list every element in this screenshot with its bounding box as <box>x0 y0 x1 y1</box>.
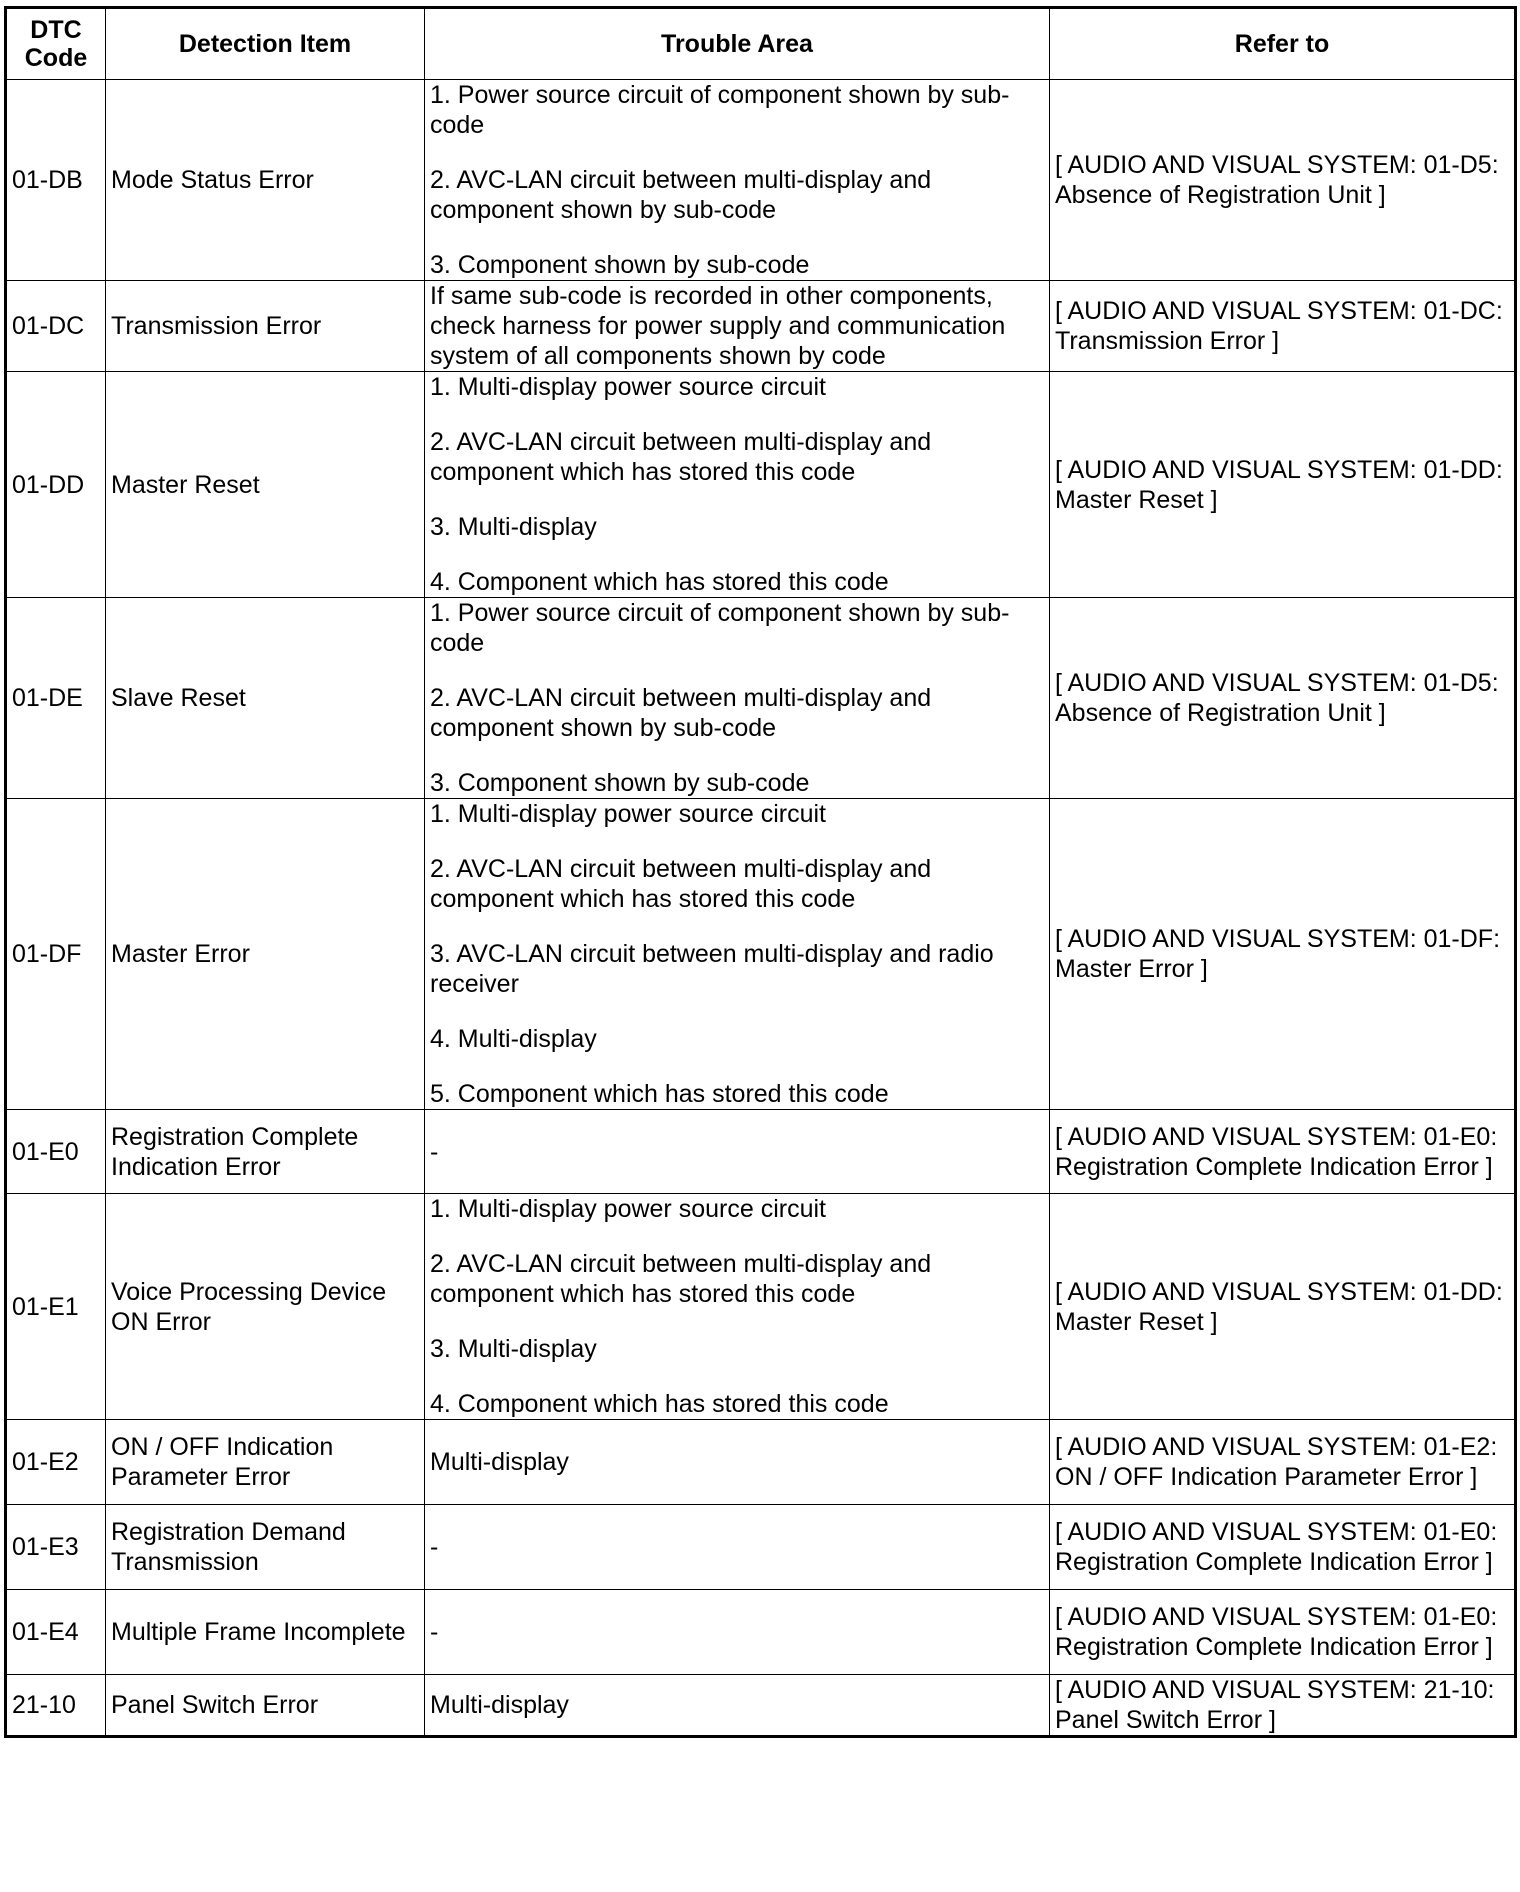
refer-to-cell: [ AUDIO AND VISUAL SYSTEM: 01-E0: Registration Complete Indication Error ] <box>1050 1505 1516 1590</box>
dtc-code-cell: 01-E4 <box>6 1590 106 1675</box>
table-row <box>6 1675 1516 1737</box>
trouble-area-item: 3. AVC-LAN circuit between multi-display and radio receiver <box>430 940 994 998</box>
header-dtc-code <box>6 8 106 80</box>
dtc-code-cell: 01-E1 <box>6 1194 106 1420</box>
detection-item-cell: Panel Switch Error <box>106 1675 425 1737</box>
refer-to-cell: [ AUDIO AND VISUAL SYSTEM: 21-10: Panel Switch Error ] <box>1050 1675 1516 1737</box>
table-body <box>6 80 1516 1737</box>
dtc-table <box>4 6 1517 1738</box>
trouble-area-cell <box>425 1110 1050 1194</box>
trouble-area-item: 5. Component which has stored this code <box>430 1080 889 1108</box>
trouble-area-item: 2. AVC-LAN circuit between multi-display and component which has stored this code <box>430 855 932 913</box>
table-row <box>6 1590 1516 1675</box>
trouble-area-item: Multi-display <box>430 1691 569 1719</box>
table-row <box>6 598 1516 799</box>
refer-to-cell: [ AUDIO AND VISUAL SYSTEM: 01-D5: Absence of Registration Unit ] <box>1050 80 1516 281</box>
refer-to-cell: [ AUDIO AND VISUAL SYSTEM: 01-DD: Master Reset ] <box>1050 1194 1516 1420</box>
refer-to-cell: [ AUDIO AND VISUAL SYSTEM: 01-DD: Master Reset ] <box>1050 372 1516 598</box>
header-row <box>6 8 1516 80</box>
detection-item-cell: Mode Status Error <box>106 80 425 281</box>
table-row <box>6 80 1516 281</box>
dtc-code-cell: 01-DD <box>6 372 106 598</box>
trouble-area-item: 1. Power source circuit of component shown by sub-code <box>430 81 1010 139</box>
trouble-area-cell <box>425 281 1050 372</box>
trouble-area-cell <box>425 1590 1050 1675</box>
refer-to-cell: [ AUDIO AND VISUAL SYSTEM: 01-D5: Absence of Registration Unit ] <box>1050 598 1516 799</box>
refer-to-cell: [ AUDIO AND VISUAL SYSTEM: 01-E0: Registration Complete Indication Error ] <box>1050 1590 1516 1675</box>
trouble-area-item: 3. Component shown by sub-code <box>430 769 810 797</box>
trouble-area-item: - <box>430 1618 439 1646</box>
trouble-area-item: 4. Multi-display <box>430 1025 597 1053</box>
trouble-area-item: - <box>430 1137 439 1166</box>
header-refer-to: Refer to <box>1050 8 1516 80</box>
dtc-code-cell: 01-DB <box>6 80 106 281</box>
header-dtc-code-label: DTC Code <box>24 16 88 72</box>
trouble-area-item: - <box>430 1533 439 1561</box>
trouble-area-item: 4. Component which has stored this code <box>430 568 889 596</box>
trouble-area-item: 2. AVC-LAN circuit between multi-display and component shown by sub-code <box>430 166 932 224</box>
detection-item-cell: ON / OFF Indication Parameter Error <box>106 1420 425 1505</box>
header-detection-item: Detection Item <box>106 8 425 80</box>
trouble-area-item: 4. Component which has stored this code <box>430 1390 889 1418</box>
table-row <box>6 1505 1516 1590</box>
detection-item-cell: Slave Reset <box>106 598 425 799</box>
detection-item-cell: Voice Processing Device ON Error <box>106 1194 425 1420</box>
dtc-code-cell: 01-E0 <box>6 1110 106 1194</box>
trouble-area-item: 2. AVC-LAN circuit between multi-display and component which has stored this code <box>430 428 932 486</box>
trouble-area-cell <box>425 1420 1050 1505</box>
trouble-area-item: If same sub-code is recorded in other components, check harness for power supply and communication system of all components shown by code <box>430 282 1006 370</box>
trouble-area-item: 3. Multi-display <box>430 1335 597 1363</box>
trouble-area-cell <box>425 80 1050 281</box>
detection-item-cell: Master Reset <box>106 372 425 598</box>
table-header <box>6 8 1516 80</box>
table-row <box>6 1110 1516 1194</box>
trouble-area-cell <box>425 1675 1050 1737</box>
trouble-area-cell <box>425 372 1050 598</box>
trouble-area-item: 2. AVC-LAN circuit between multi-display and component shown by sub-code <box>430 684 932 742</box>
trouble-area-cell <box>425 1194 1050 1420</box>
dtc-code-cell: 01-DE <box>6 598 106 799</box>
detection-item-cell: Registration Complete Indication Error <box>106 1110 425 1194</box>
trouble-area-cell <box>425 799 1050 1110</box>
trouble-area-item: 3. Component shown by sub-code <box>430 251 810 279</box>
dtc-code-cell: 01-DF <box>6 799 106 1110</box>
detection-item-cell: Transmission Error <box>106 281 425 372</box>
detection-item-cell: Registration Demand Transmission <box>106 1505 425 1590</box>
table-row <box>6 799 1516 1110</box>
trouble-area-item: 2. AVC-LAN circuit between multi-display and component which has stored this code <box>430 1250 932 1308</box>
trouble-area-item: 1. Multi-display power source circuit <box>430 373 826 401</box>
refer-to-cell: [ AUDIO AND VISUAL SYSTEM: 01-DF: Master Error ] <box>1050 799 1516 1110</box>
dtc-code-cell: 21-10 <box>6 1675 106 1737</box>
dtc-code-cell: 01-E3 <box>6 1505 106 1590</box>
trouble-area-item: 1. Multi-display power source circuit <box>430 800 826 828</box>
refer-to-cell: [ AUDIO AND VISUAL SYSTEM: 01-DC: Transmission Error ] <box>1050 281 1516 372</box>
table-row <box>6 372 1516 598</box>
refer-to-cell: [ AUDIO AND VISUAL SYSTEM: 01-E0: Registration Complete Indication Error ] <box>1050 1110 1516 1194</box>
table-row <box>6 281 1516 372</box>
table-row <box>6 1420 1516 1505</box>
header-trouble-area: Trouble Area <box>425 8 1050 80</box>
trouble-area-cell <box>425 598 1050 799</box>
trouble-area-item: 3. Multi-display <box>430 513 597 541</box>
table-row <box>6 1194 1516 1420</box>
detection-item-cell: Multiple Frame Incomplete <box>106 1590 425 1675</box>
trouble-area-cell <box>425 1505 1050 1590</box>
trouble-area-item: 1. Multi-display power source circuit <box>430 1195 826 1223</box>
trouble-area-item: Multi-display <box>430 1448 569 1476</box>
trouble-area-item: 1. Power source circuit of component shown by sub-code <box>430 599 1010 657</box>
refer-to-cell: [ AUDIO AND VISUAL SYSTEM: 01-E2: ON / OFF Indication Parameter Error ] <box>1050 1420 1516 1505</box>
detection-item-cell: Master Error <box>106 799 425 1110</box>
dtc-code-cell: 01-E2 <box>6 1420 106 1505</box>
dtc-code-cell: 01-DC <box>6 281 106 372</box>
